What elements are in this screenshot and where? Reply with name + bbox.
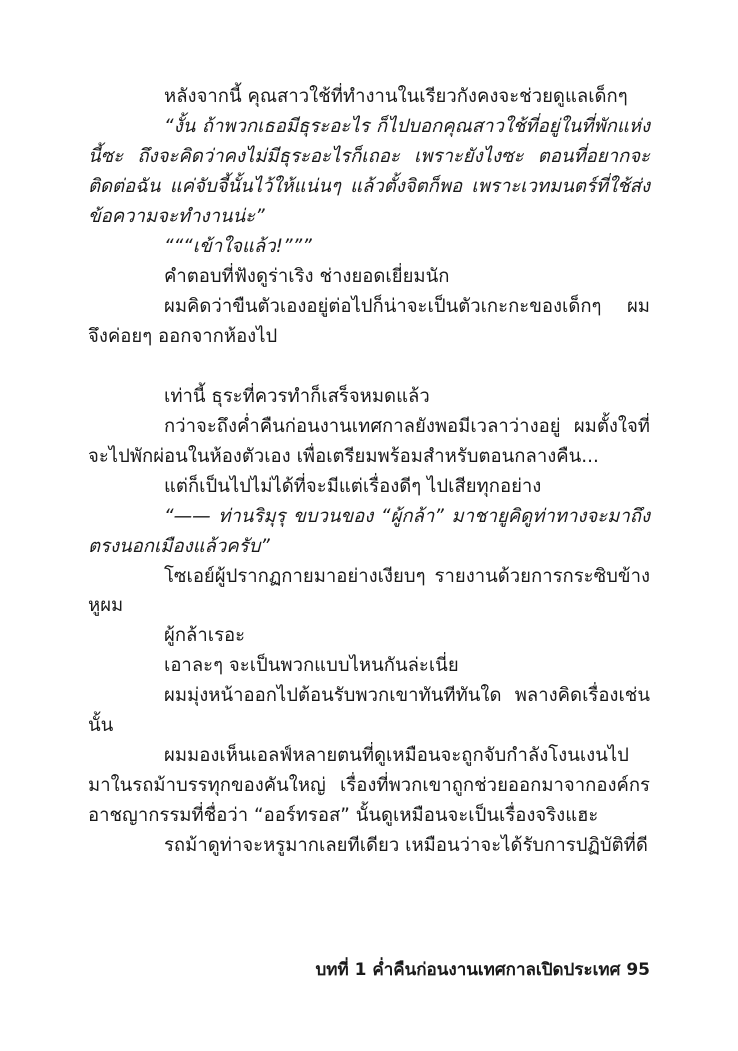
dialogue-paragraph: “งั้น ถ้าพวกเธอมีธุระอะไร ก็ไปบอกคุณสาวใช้ที่อยู่ในที่พักแห่งนี้ซะ ถึงจะคิดว่าคงไม่มีธุระอะไรก็เถอะ เพราะยังไงซะ ตอนที่อยากจะติดต่อฉัน แค่จับจี้นั้นไว้ให้แน่นๆ แล้วตั้งจิตก็พอ เพราะเวทมนตร์ที่ใช้ส่งข้อความจะทำงานน่ะ” (88, 115, 650, 227)
paragraph: กว่าจะถึงค่ำคืนก่อนงานเทศกาลยังพอมีเวลาว่างอยู่ ผมตั้งใจที่จะไปพักผ่อนในห้องตัวเอง เพื่อเตรียมพร้อมสำหรับตอนกลางคืน... (88, 415, 650, 467)
paragraph: เท่านี้ ธุระที่ควรทำก็เสร็จหมดแล้ว (164, 385, 430, 407)
section-break (88, 352, 650, 382)
dialogue-paragraph: “—— ท่านริมุรุ ขบวนของ “ผู้กล้า” มาชายูคิดูท่าทางจะมาถึงตรงนอกเมืองแล้วครับ” (88, 505, 650, 557)
body-text (88, 82, 650, 861)
paragraph: โซเอย์ผู้ปรากฏกายมาอย่างเงียบๆ รายงานด้วยการกระซิบข้างหูผม (88, 565, 650, 617)
paragraph: หลังจากนี้ คุณสาวใช้ที่ทำงานในเรียวกังคงจะช่วยดูแลเด็กๆ (164, 86, 628, 107)
paragraph: ผู้กล้าเรอะ (164, 625, 246, 647)
page-footer: บทที่ 1 ค่ำคืนก่อนงานเทศกาลเปิดประเทศ 95 (315, 960, 650, 980)
paragraph: ผมมุ่งหน้าออกไปต้อนรับพวกเขาทันทีทันใด พลางคิดเรื่องเช่นนั้น (88, 685, 650, 737)
paragraph: แต่ก็เป็นไปไม่ได้ที่จะมีแต่เรื่องดีๆ ไปเสียทุกอย่าง (164, 475, 542, 497)
paragraph: ผมมองเห็นเอลฟ์หลายตนที่ดูเหมือนจะถูกจับกำลังโงนเงนไปมาในรถม้าบรรทุกของคันใหญ่ เรื่องที่พวกเขาถูกช่วยออกมาจากองค์กรอาชญากรรมที่ชื่อว่า “ออร์ทรอส” นั้นดูเหมือนจะเป็นเรื่องจริงแฮะ (88, 745, 650, 827)
paragraph: เอาละๆ จะเป็นพวกแบบไหนกันล่ะเนี่ย (164, 655, 459, 677)
paragraph: คำตอบที่ฟังดูร่าเริง ช่างยอดเยี่ยมนัก (164, 265, 450, 287)
paragraph: ผมคิดว่าขืนตัวเองอยู่ต่อไปก็น่าจะเป็นตัวเกะกะของเด็กๆ ผมจึงค่อยๆ ออกจากห้องไป (88, 295, 650, 347)
dialogue-paragraph: “““เข้าใจแล้ว!””” (164, 235, 312, 257)
paragraph: รถม้าดูท่าจะหรูมากเลยทีเดียว เหมือนว่าจะได้รับการปฏิบัติที่ดี (164, 835, 648, 857)
